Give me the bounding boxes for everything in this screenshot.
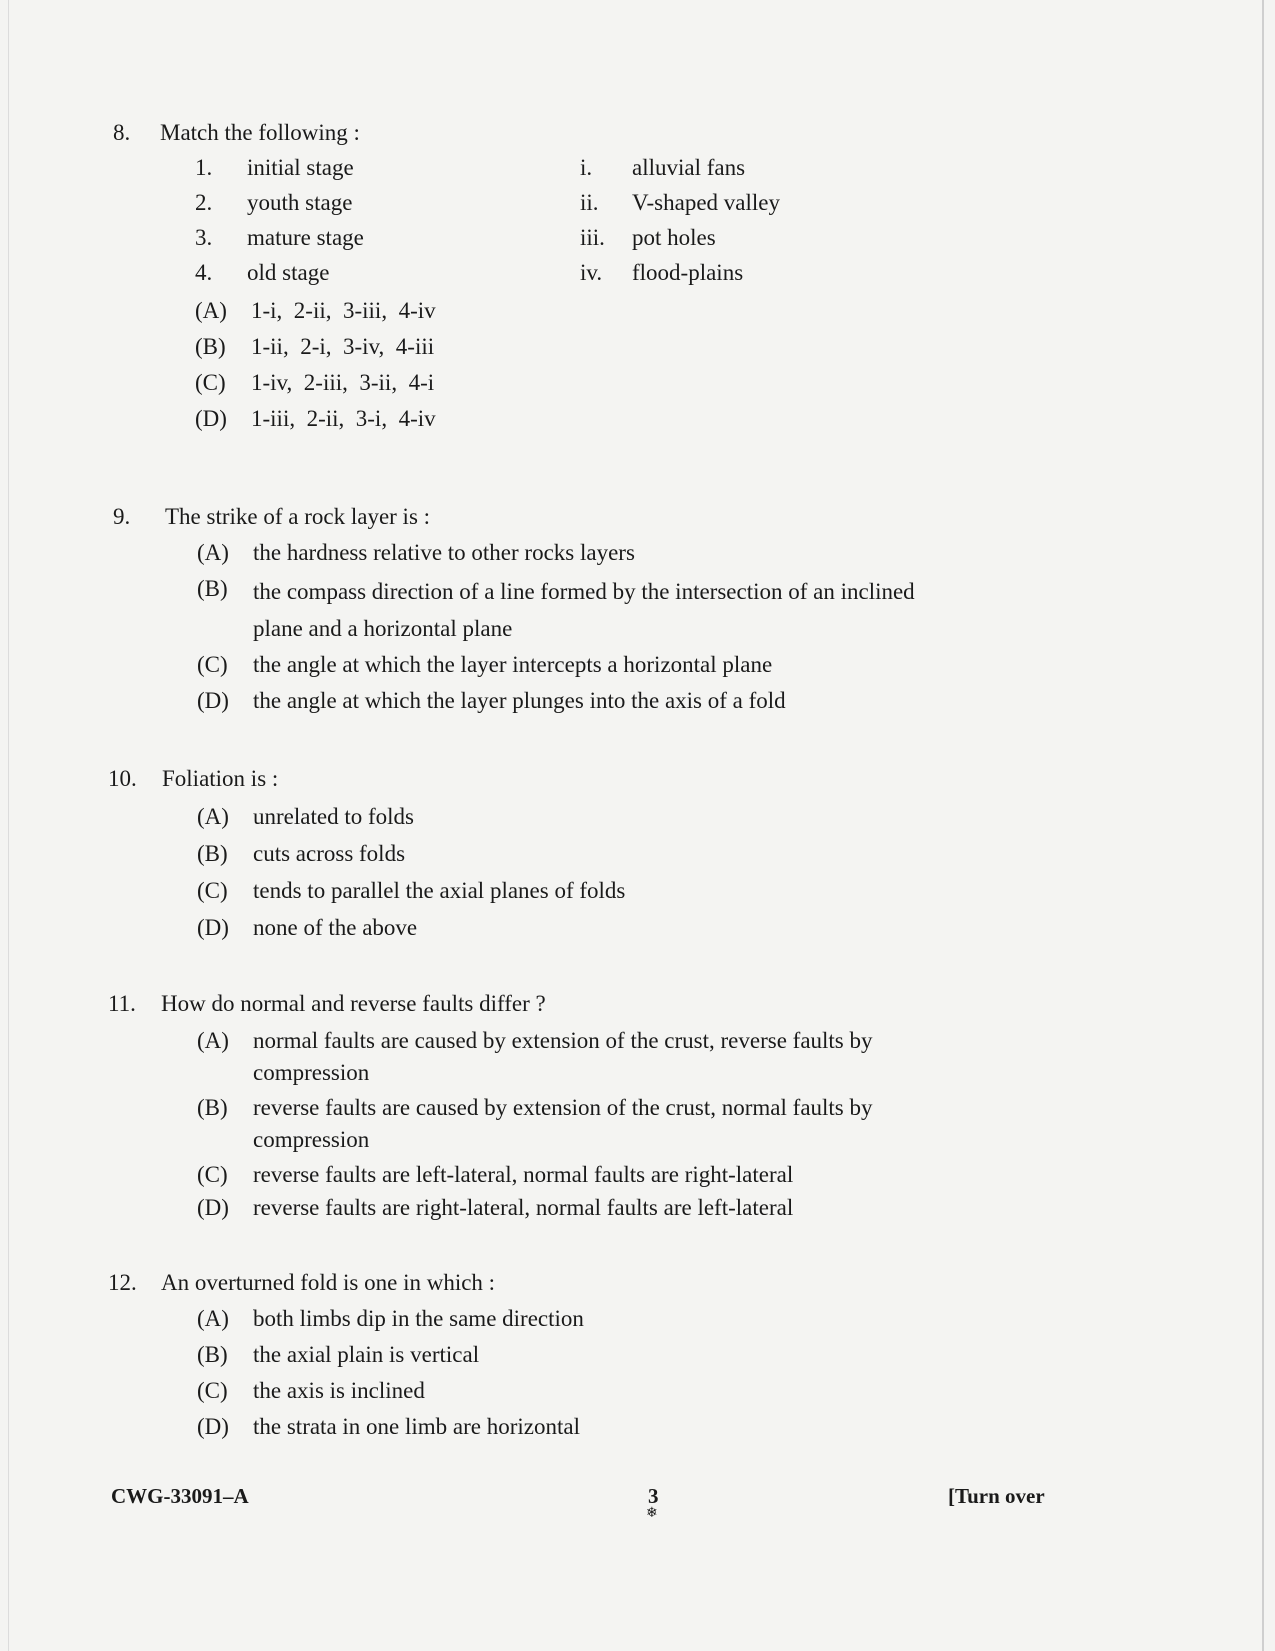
option-label: (C) (197, 1378, 228, 1403)
question-number: 11. (108, 991, 136, 1016)
option-text: the angle at which the layer intercepts a horizontal plane (253, 652, 773, 677)
match-left-number: 4. (195, 260, 213, 285)
option-label: (A) (197, 540, 229, 565)
option-text: cuts across folds (253, 841, 406, 866)
page-edge-left (8, 0, 9, 1651)
option-text: the angle at which the layer plunges into the axis of a fold (253, 688, 786, 713)
option-label: (B) (195, 334, 226, 359)
question-number: 9. (113, 504, 131, 529)
question-stem: Foliation is : (162, 766, 279, 791)
option-text: 1-iv, 2-iii, 3-ii, 4-i (251, 370, 435, 395)
question-number: 10. (108, 766, 137, 791)
match-right-text: pot holes (632, 225, 716, 250)
option-text: both limbs dip in the same direction (253, 1306, 584, 1331)
snowflake-icon: ❄ (646, 1506, 658, 1521)
option-label: (D) (197, 688, 229, 713)
option-label: (B) (197, 1095, 228, 1120)
match-left-number: 1. (195, 155, 213, 180)
option-label: (A) (197, 804, 229, 829)
option-text: 1-ii, 2-i, 3-iv, 4-iii (251, 334, 435, 359)
match-right-number: iii. (580, 225, 605, 250)
option-text: unrelated to folds (253, 804, 414, 829)
match-left-number: 3. (195, 225, 213, 250)
question-8 (113, 117, 1013, 457)
match-right-text: V-shaped valley (632, 190, 780, 215)
option-label: (C) (197, 1162, 228, 1187)
option-text: the axis is inclined (253, 1378, 425, 1403)
option-text: none of the above (253, 915, 418, 940)
question-9 (113, 501, 1013, 711)
question-stem: An overturned fold is one in which : (161, 1270, 496, 1295)
page-edge-right (1262, 0, 1264, 1651)
match-left-text: initial stage (247, 155, 354, 180)
option-label: (B) (197, 576, 228, 601)
question-number: 12. (108, 1270, 137, 1295)
option-text: 1-i, 2-ii, 3-iii, 4-iv (251, 298, 436, 323)
turn-over-note: [Turn over (948, 1484, 1045, 1508)
match-right-number: iv. (580, 260, 603, 285)
question-10 (108, 763, 1008, 943)
match-left-number: 2. (195, 190, 213, 215)
page-number: 3 (648, 1484, 659, 1508)
match-right-number: ii. (580, 190, 599, 215)
option-text: normal faults are caused by extension of the crust, reverse faults by compression (253, 1028, 873, 1085)
question-11 (108, 988, 1008, 1228)
option-label: (A) (197, 1028, 229, 1053)
option-label: (A) (195, 298, 227, 323)
option-label: (D) (197, 1414, 229, 1439)
question-stem: How do normal and reverse faults differ ? (161, 991, 546, 1016)
match-left-text: mature stage (247, 225, 364, 250)
match-right-number: i. (580, 155, 593, 180)
paper-code: CWG-33091–A (111, 1484, 249, 1508)
option-label: (C) (197, 878, 228, 903)
question-12 (108, 1267, 1008, 1447)
option-text: 1-iii, 2-ii, 3-i, 4-iv (251, 406, 436, 431)
question-stem: Match the following : (160, 120, 360, 145)
option-label: (A) (197, 1306, 229, 1331)
option-text: reverse faults are left-lateral, normal faults are right-lateral (253, 1162, 794, 1187)
option-text: reverse faults are caused by extension of the crust, normal faults by compression (253, 1095, 873, 1152)
option-label: (B) (197, 841, 228, 866)
option-text: the strata in one limb are horizontal (253, 1414, 580, 1439)
option-text: the axial plain is vertical (253, 1342, 480, 1367)
match-left-text: youth stage (247, 190, 353, 215)
match-right-text: alluvial fans (632, 155, 746, 180)
question-number: 8. (113, 120, 131, 145)
match-left-text: old stage (247, 260, 330, 285)
option-text: the hardness relative to other rocks layers (253, 540, 635, 565)
option-label: (D) (195, 406, 227, 431)
option-text: the compass direction of a line formed by the intersection of an inclined plane and a horizontal plane (253, 579, 915, 641)
option-label: (D) (197, 1195, 229, 1220)
option-label: (C) (197, 652, 228, 677)
option-label: (D) (197, 915, 229, 940)
question-stem: The strike of a rock layer is : (165, 504, 431, 529)
option-text: tends to parallel the axial planes of folds (253, 878, 626, 903)
option-label: (C) (195, 370, 226, 395)
match-right-text: flood-plains (632, 260, 744, 285)
option-label: (B) (197, 1342, 228, 1367)
option-text: reverse faults are right-lateral, normal faults are left-lateral (253, 1195, 794, 1220)
